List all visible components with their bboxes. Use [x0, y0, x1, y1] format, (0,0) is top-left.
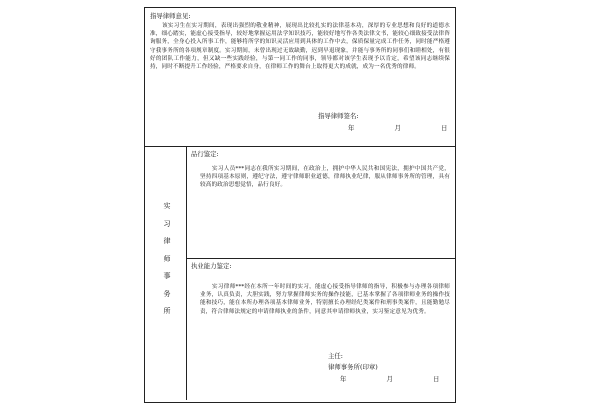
side-column-divider — [186, 146, 187, 400]
director-label: 主任: — [328, 352, 343, 360]
ability-appraisal-heading: 执业能力鉴定: — [191, 262, 232, 270]
supervisor-date: 年 月 日 — [348, 124, 448, 132]
side-label-char: 习 — [163, 219, 171, 228]
side-label-char: 所 — [163, 307, 171, 315]
law-firm-side-label — [160, 198, 174, 321]
subsection-divider — [186, 258, 456, 259]
supervisor-opinion-heading: 指导律师意见: — [150, 12, 191, 20]
firm-date: 年 月 日 — [340, 375, 440, 383]
side-label-char: 务 — [163, 289, 171, 298]
side-label-char: 事 — [163, 272, 171, 280]
side-label-char: 律 — [163, 237, 171, 245]
supervisor-signature-label: 指导律师签名: — [318, 112, 359, 120]
supervisor-opinion-body: 该实习生在实习期间，表现出强烈的敬业精神，展现出比较扎实的法律基本功，深厚的专业思想和良好的道德水准，细心踏实，能虚心接受指导，较好地掌握运用法学知识技巧，能较好地写作各类法律文书，能较心细致接受法律咨询服务，全身心投入所事工作，能够将所学的知识灵活应用到具体的工作中去，保质保量完成工作任务，同时能严格遵守我事务所的各项规章制度。实习期间，未曾出现过无故缺勤，迟到早退现象，并能与事务所的同事们和睦相处，有很好的团队工作能力，但又缺一些实践经验，与第一同工作的同事，领导都对该学生表现予以肯定，希望该同志继续保持，同时不断提升工作经验，严格要求自身，在律师工作的舞台上取得更大的成就，成为一名优秀的律师。 — [150, 23, 450, 71]
firm-seal-label: 律师事务所(印章) — [328, 363, 378, 371]
side-label-char: 实 — [163, 202, 171, 210]
conduct-appraisal-heading: 品行鉴定: — [191, 150, 219, 158]
section-divider — [144, 146, 456, 147]
ability-appraisal-body: 实习律师***经在本所一年时间的实习，能虚心接受指导律师的指导，积极参与办理各项律师业务，认真负责，大胆实践，努力掌握律师实务的操作技能，已基本掌握了各项律师业务的操作技能和技巧，能在本所办理各项基本律师业务，特别擅长办理经纪类案件和刑事类案件，且能勤勉尽责，符合律师法规定的申请律师执业的条件，同意其申请律师执业，实习鉴定意见为优秀。 — [200, 284, 450, 315]
side-label-char: 师 — [163, 254, 171, 263]
conduct-appraisal-body: 实习人员***同志在我所实习期间，在政治上，拥护中华人民共和国宪法，拥护中国共产党，坚持四项基本原则，遵纪守法，遵守律师职业道德，律师执业纪律，服从律师事务所的管理，具有较高的政治思想觉悟，品行良好。 — [200, 166, 450, 189]
